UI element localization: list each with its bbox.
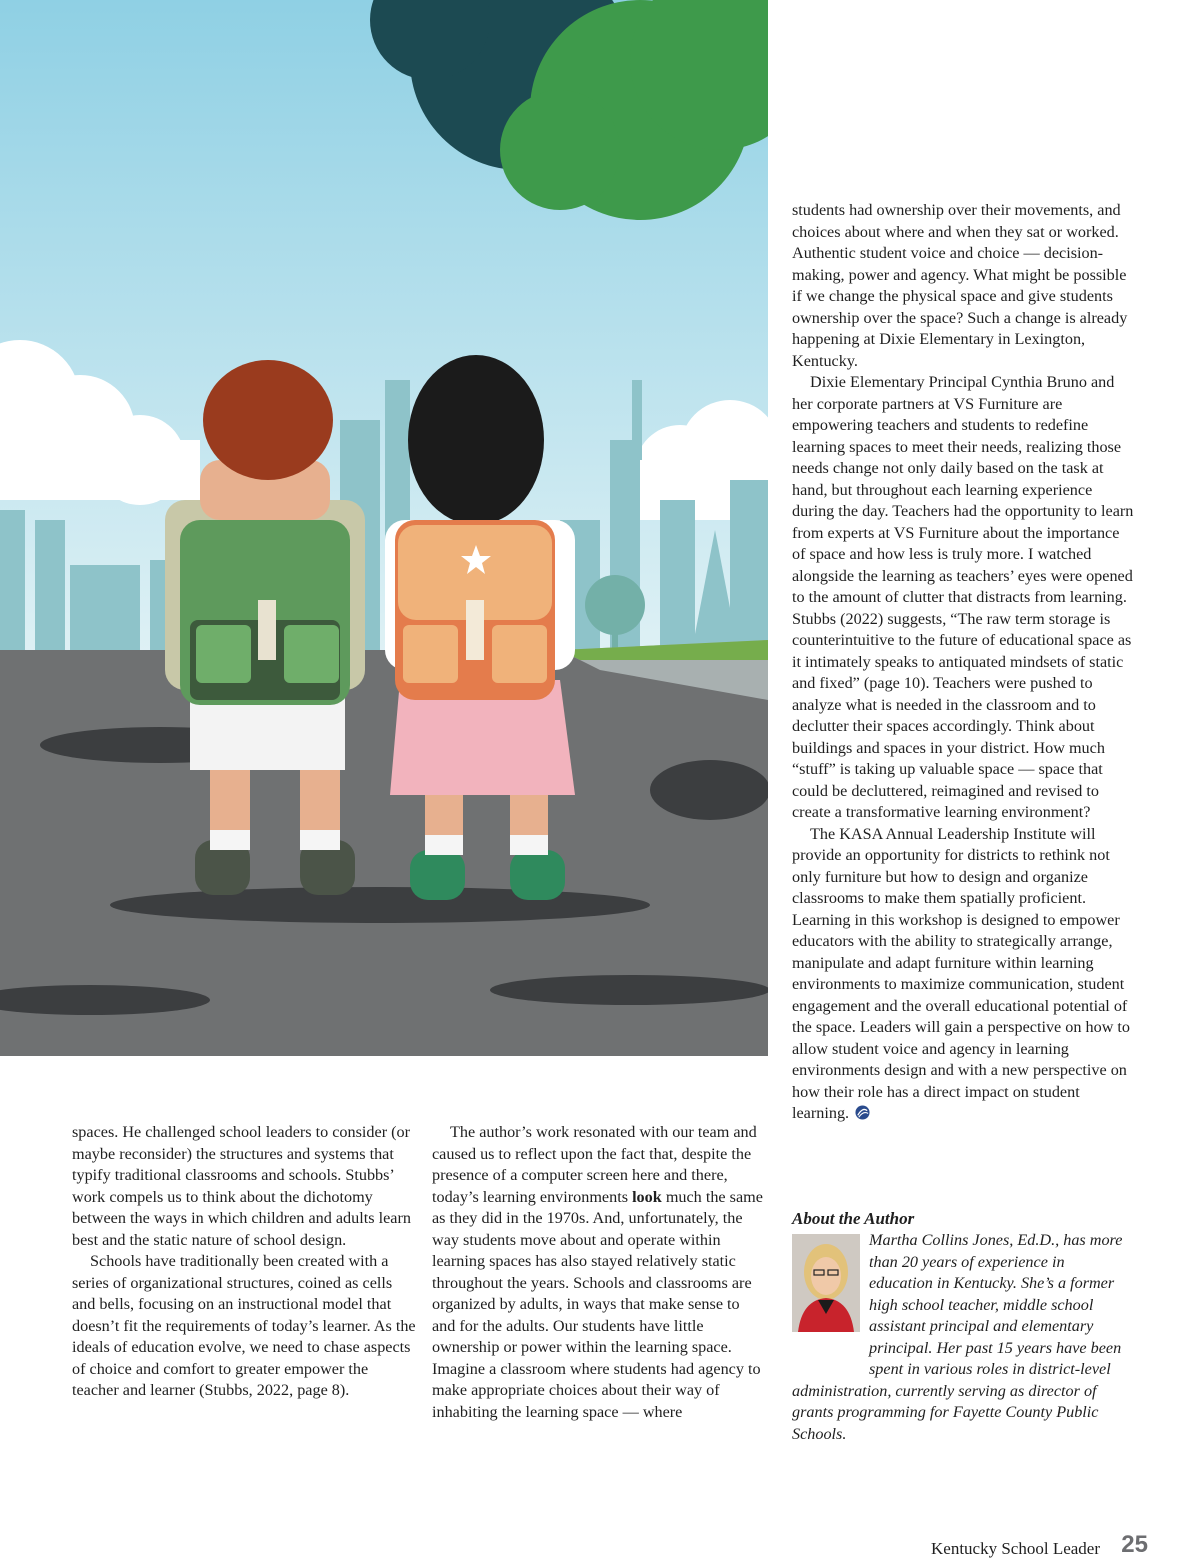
author-bio-text: Martha Collins Jones, Ed.D., has more than 20 years of experience in education in Kentucky. She’s a former high school teacher, middle school assistant principal and elementary principal. Her past 15 years have been spent in various roles in district-level administration, currently serving as director of grants programming for Fayette County Public Schools.	[792, 1231, 1123, 1443]
paragraph: students had ownership over their movements, and choices about where and when they sat or worked. Authentic student voice and choice — decision-making, power and agency. What might be possible if we change the physical space and give students ownership over the space? Such a change is already happening at Dixie Elementary in Lexington, Kentucky.	[792, 201, 1128, 370]
text-run: much the same as they did in the 1970s. And, unfortunately, the way students move about and operate within learning spaces has also stayed relatively static throughout the years. Schools and classrooms are organized by adults, in ways that make sense to and for the adults. Our students have little ownership or power within the learning space. Imagine a classroom where students had agency to make appropriate choices about their way of inhabiting the learning space — where	[432, 1187, 763, 1421]
photo-spacer	[792, 1230, 869, 1370]
author-bio	[792, 1230, 1132, 1445]
paragraph: spaces. He challenged school leaders to consider (or maybe reconsider) the structures and systems that typify traditional classrooms and schools. Stubbs’ work compels us to think about the dichotomy between the ways in which children and adults learn best and the static nature of school design.	[72, 1123, 411, 1249]
text-run: The author’s work resonated with our team and caused us to reflect upon the fact that, despite the presence of a computer screen here and there, today’s learning environments	[432, 1123, 757, 1206]
paragraph	[792, 824, 1134, 1125]
article-column-left	[72, 1122, 417, 1402]
children-with-backpacks-illustration	[0, 0, 768, 1056]
paragraph: Dixie Elementary Principal Cynthia Bruno and her corporate partners at VS Furniture are empowering teachers and students to redefine learning spaces to meet their needs, realizing those needs change not only daily based on the task at hand, but throughout each learning experience during the day. Teachers had the opportunity to learn from experts at VS Furniture about the importance of space and how less is truly more. I watched alongside the learning as teachers’ eyes were opened to the amount of clutter that distracts from learning. Stubbs (2022) suggests, “The raw term storage is counterintuitive to the future of educational space as it intimately speaks to antiquated mindsets of static and fixed” (page 10). Teachers were pushed to analyze what is needed in the classroom and to declutter their spaces accordingly. Think about buildings and spaces in your district. How much “stuff” is taking up valuable space — space that could be decluttered, reimagined and revised to create a transformative learning environment?	[792, 373, 1134, 821]
paragraph: Schools have traditionally been created with a series of organizational structures, coined as cells and bells, focusing on an instructional model that doesn’t fit the requirements of today’s learner. As the ideals of education evolve, we need to chase aspects of choice and comfort to greater empower the teacher and learner (Stubbs, 2022, page 8).	[72, 1252, 416, 1399]
about-author-heading: About the Author	[792, 1209, 915, 1228]
page-number: 25	[1121, 1531, 1148, 1558]
article-column-middle	[432, 1122, 767, 1423]
kasa-logo-icon	[855, 1105, 870, 1120]
article-column-right	[792, 200, 1134, 1125]
paragraph	[432, 1122, 767, 1423]
emphasis-text: look	[632, 1187, 662, 1206]
publication-name: Kentucky School Leader	[931, 1539, 1100, 1558]
text-run: The KASA Annual Leadership Institute will provide an opportunity for districts to rethink not only furniture but how to design and organize classrooms to make them spatially proficient. Learning in this workshop is designed to empower educators with the ability to strategically arrange, manipulate and adapt furniture within learning environments to maximize communication, student engagement and the overall educational potential of the space. Leaders will gain a perspective on how to allow student voice and agency in learning environments design and with a new perspective on how their role has a direct impact on student learning.	[792, 824, 1131, 1122]
